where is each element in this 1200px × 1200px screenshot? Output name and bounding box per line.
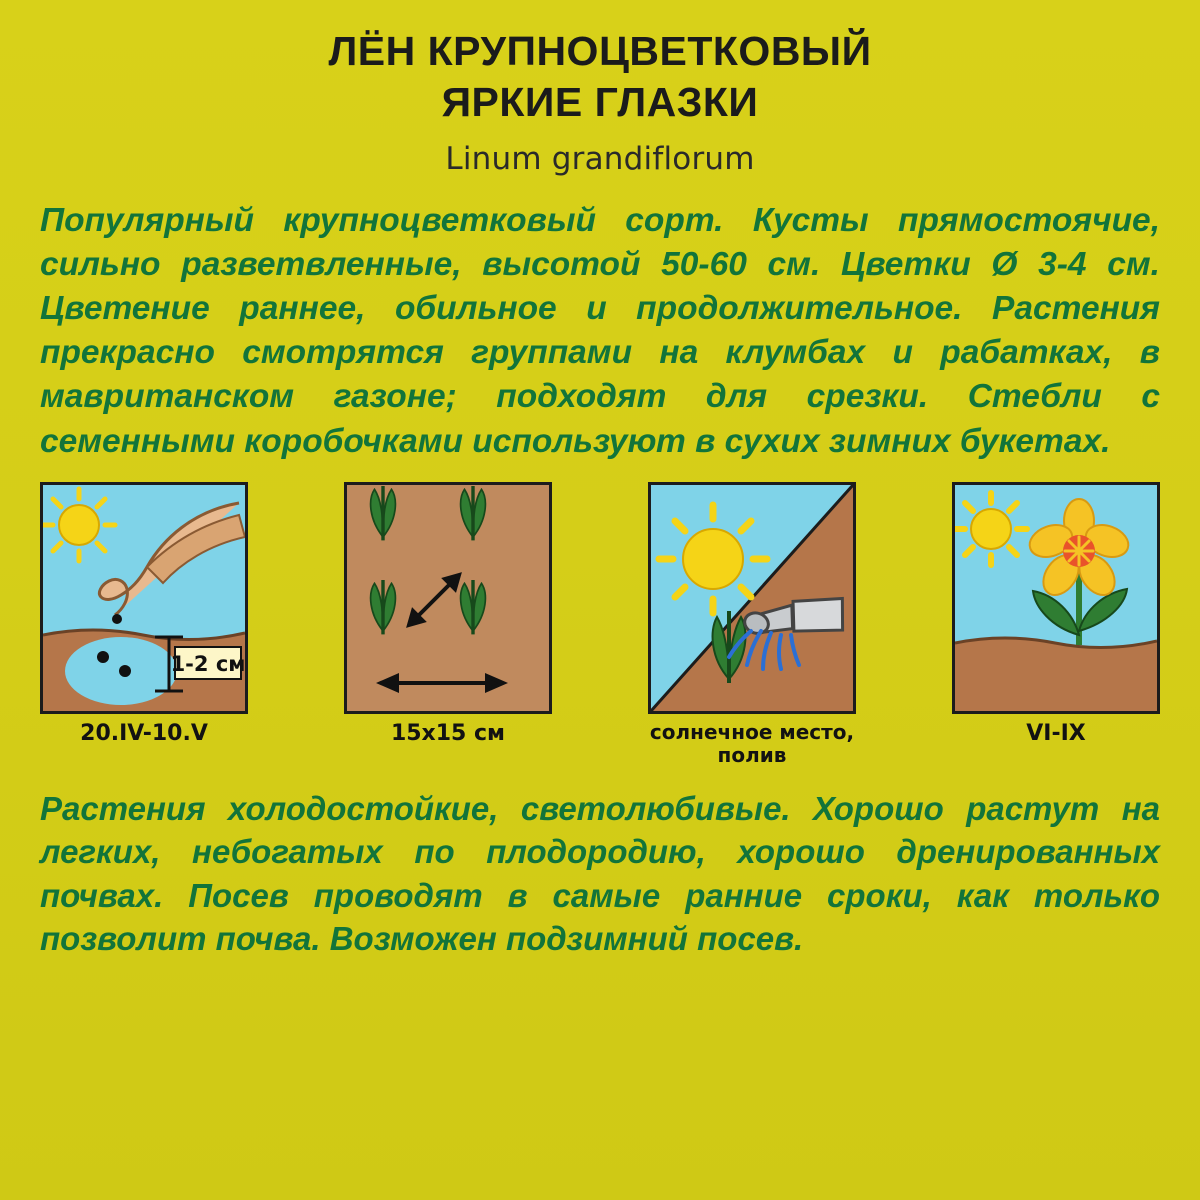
pictogram-sun-watering bbox=[648, 482, 856, 767]
svg-text:1-2 см: 1-2 см bbox=[170, 651, 245, 676]
pictogram-spacing bbox=[344, 482, 552, 767]
pictogram-flowering bbox=[952, 482, 1160, 767]
sun-watering-icon bbox=[648, 482, 856, 714]
pictogram-caption-sowing: 20.IV-10.V bbox=[80, 720, 208, 746]
title-block bbox=[34, 26, 1166, 177]
pictogram-caption-sun-watering: солнечное место, полив bbox=[649, 719, 855, 767]
pictogram-caption-spacing: 15x15 см bbox=[390, 720, 506, 746]
spacing-icon bbox=[344, 482, 552, 714]
description-bottom: Растения холодостойкие, светолюбивые. Хорошо растут на легких, небогатых по плодородию, хорошо дренированных почвах. Посев проводят в самые ранние сроки, как только позволит почва. Возможен подзимний посев. bbox=[40, 789, 1160, 958]
pictogram-sowing bbox=[40, 482, 248, 767]
latin-name: Linum grandiflorum bbox=[445, 140, 755, 177]
description-top: Популярный крупноцветковый сорт. Кусты прямостоячие, сильно разветвленные, высотой 50-60 см. Цветки Ø 3-4 см. Цветение раннее, обильное и продолжительное. Растения прекрасно смотрятся группами на клумбах и рабатках, в мавританском газоне; подходят для срезки. Стебли с семенными коробочками используют в сухих зимних букетах. bbox=[40, 201, 1160, 460]
flowering-icon bbox=[952, 482, 1160, 714]
pictogram-row bbox=[40, 482, 1160, 767]
page-title-line-2: ЯРКИЕ ГЛАЗКИ bbox=[441, 79, 759, 126]
sowing-icon bbox=[40, 482, 248, 714]
page-title-line-1: ЛЁН КРУПНОЦВЕТКОВЫЙ bbox=[328, 28, 872, 74]
pictogram-caption-flowering: VI-IX bbox=[1026, 720, 1086, 746]
